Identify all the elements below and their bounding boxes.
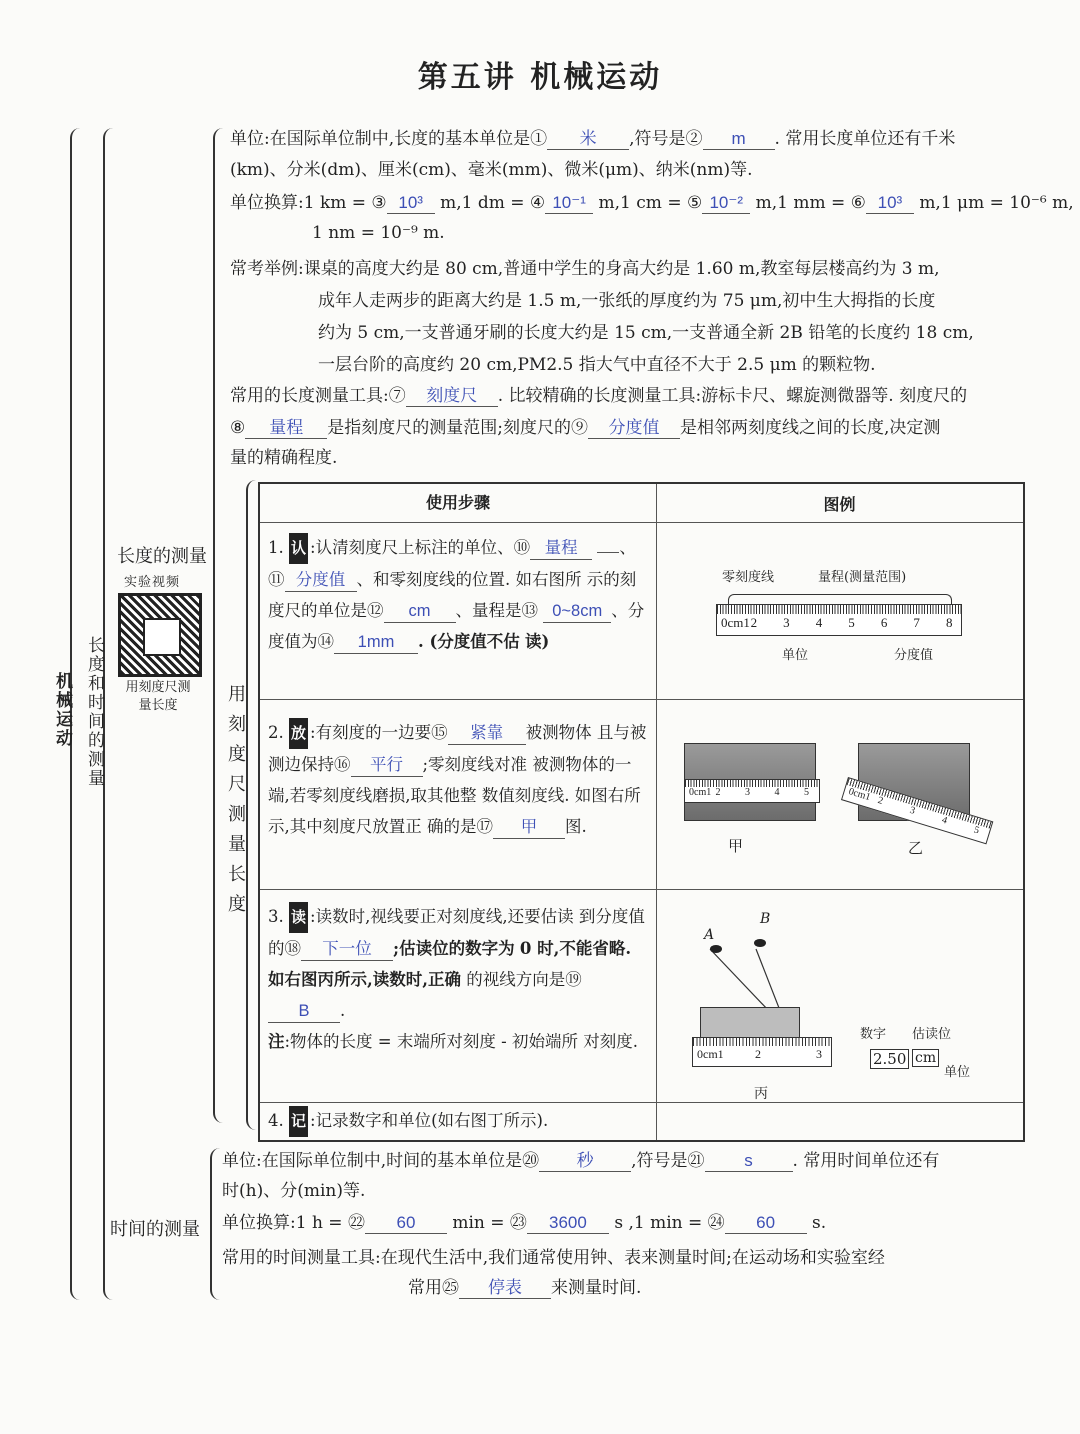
- fig3-label-bing: 丙: [754, 1086, 768, 1102]
- fig3-value: 2.50: [873, 1050, 907, 1068]
- blank-17: 甲: [493, 818, 565, 839]
- blank-1: 米: [547, 129, 629, 150]
- table-row-3: [260, 889, 1023, 1103]
- blank-8: 量程: [245, 418, 327, 439]
- step4-text: 4. 记 :记录数字和单位(如右图丁所示).: [268, 1105, 648, 1137]
- blank-10: 量程: [530, 539, 592, 560]
- blank-23: 3600: [527, 1213, 609, 1234]
- tag-fang: 放: [289, 718, 308, 749]
- blank-9: 分度值: [588, 418, 680, 439]
- fig1-unit-label: 单位: [782, 648, 809, 663]
- tag-ji: 记: [289, 1106, 308, 1137]
- page-title: 第五讲 机械运动: [417, 60, 663, 95]
- ruler-tick-label: 3: [908, 804, 917, 817]
- blank-24: 60: [725, 1213, 807, 1234]
- fig3-object: [700, 1007, 800, 1039]
- examples-line3: 约为 5 cm,一支普通牙刷的长度大约是 15 cm,一支普通全新 2B 铅笔的长度约 18 cm,: [318, 323, 974, 343]
- ruler-tick-label: 3: [745, 787, 750, 798]
- tools-line1: 常用的长度测量工具:⑦ 刻度尺 . 比较精确的长度测量工具:游标卡尺、螺旋测微器等. 刻度尺的: [230, 386, 968, 406]
- blank-3: 10³: [387, 193, 435, 214]
- examples-line4: 一层台阶的高度约 20 cm,PM2.5 指大气中直径不大于 2.5 μm 的颗粒物.: [318, 355, 876, 375]
- blank-14: 1mm: [334, 633, 418, 654]
- ruler-tick-label: 0cm1: [697, 1047, 724, 1061]
- blank-21: s: [705, 1151, 793, 1172]
- blank-6: 10³: [866, 193, 914, 214]
- ruler-tick-label: 7: [913, 615, 920, 630]
- ruler-tick-label: 5: [848, 615, 855, 630]
- ruler-use-label: 用刻度尺测量长度: [225, 684, 246, 924]
- ruler-tick-label: 8: [946, 615, 953, 630]
- blank-19: B: [268, 1002, 340, 1023]
- side-main-label: 机械运动: [52, 672, 72, 748]
- ruler-tick-label: 3: [783, 615, 790, 630]
- blank-5: 10⁻²: [702, 193, 750, 214]
- ruler-tick-label: 2: [755, 1047, 761, 1061]
- step2-text: 2. 放 :有刻度的一边要⑮ 紧靠 被测物体 且与被测边保持⑯ 平行 ;零刻度线对准 被测物体的一端,若零刻度线磨损,取其他整 数值刻度线. 如图右所示,其中刻度尺放置正 确的是⑰ 甲 图.: [268, 717, 648, 842]
- table-row-2: [260, 699, 1023, 890]
- brace-time: [210, 1148, 222, 1300]
- qr-code[interactable]: [118, 593, 202, 677]
- blank-2: m: [703, 129, 775, 150]
- blank-12: cm: [384, 602, 456, 623]
- examples-line2: 成年人走两步的距离大约是 1.5 m,一张纸的厚度约为 75 μm,初中生大拇指的长度: [318, 291, 936, 311]
- fig1-division-label: 分度值: [894, 648, 934, 663]
- brace-length: [213, 128, 227, 1123]
- time-unit-line1: 单位:在国际单位制中,时间的基本单位是⑳ 秒 ,符号是㉑ s . 常用时间单位还有: [222, 1151, 940, 1171]
- step3-text: 3. 读 :读数时,视线要正对刻度线,还要估读 到分度值的⑱ 下一位 ;估读位的数字为 0 时,不能省略. 如右图丙所示,读数时,正确 的视线方向是⑲B . 注:物体的长度 = 末端所对刻度 - 初始端所 对刻度.: [268, 901, 648, 1057]
- fig1-range-label: 量程(测量范围): [818, 570, 907, 585]
- time-conversion-line: 单位换算:1 h = ㉒ 60 min = ㉓ 3600 s ,1 min = ㉔ 60 s.: [222, 1213, 827, 1233]
- fig3-unit-label: 单位: [944, 1065, 971, 1080]
- time-unit-line2: 时(h)、分(min)等.: [222, 1181, 366, 1201]
- eye-b-icon: [754, 939, 766, 947]
- fig2-label-yi: 乙: [908, 839, 924, 857]
- ruler-tick-label: 5: [804, 787, 809, 798]
- time-heading: 时间的测量: [110, 1219, 200, 1240]
- fig3-value-box: [870, 1049, 909, 1069]
- blank-15: 紧靠: [448, 724, 526, 745]
- tag-ren: 认: [289, 533, 308, 564]
- time-tools-line2: 常用㉕ 停表 来测量时间.: [408, 1278, 642, 1298]
- step1-text: 1. 认 :认清刻度尺上标注的单位、⑩ 量程 、⑪ 分度值 、和零刻度线的位置. 如右图所 示的刻度尺的单位是⑫ cm 、量程是⑬ 0~8cm 、分度值为⑭ 1mm . (分度值不估 读): [268, 532, 648, 657]
- ruler-tick-label: 0cm1: [847, 786, 872, 804]
- time-tools-line1: 常用的时间测量工具:在现代生活中,我们通常使用钟、表来测量时间;在运动场和实验室经: [222, 1248, 885, 1268]
- video-caption: 用刻度尺测量长度: [125, 680, 191, 713]
- table-row-4: [260, 1102, 656, 1140]
- header-figure: 图例: [823, 495, 856, 514]
- ruler-tick-label: 2: [876, 795, 885, 808]
- examples-line1: 常考举例:课桌的高度大约是 80 cm,普通中学生的身高大约是 1.60 m,教室每层楼高约为 3 m,: [230, 259, 940, 279]
- length-heading: 长度的测量: [117, 546, 207, 567]
- blank-22: 60: [365, 1213, 447, 1234]
- tools-line3: 量的精确程度.: [230, 448, 338, 468]
- fig1-zero-line-label: 零刻度线: [722, 570, 775, 585]
- ruler-tick-label: 0cm1: [689, 787, 712, 798]
- length-conversion-line2: 1 nm = 10⁻⁹ m.: [312, 223, 445, 243]
- ruler-tick-label: 6: [880, 615, 888, 630]
- fig2-label-jia: 甲: [728, 837, 744, 855]
- fig3-est-label: 估读位: [912, 1027, 952, 1042]
- ruler-tick-label: 5: [972, 824, 981, 837]
- ruler-tick-label: 0cm1: [721, 615, 750, 630]
- side-sub-label: 长度和时间的测量: [84, 636, 104, 788]
- fig3-unit-box: [912, 1049, 939, 1067]
- table-row-1: [260, 522, 1023, 700]
- eye-a-icon: [710, 945, 722, 953]
- blank-4: 10⁻¹: [545, 193, 593, 214]
- ruler-tick-label: 4: [940, 814, 949, 827]
- fig3-digits-label: 数字: [860, 1027, 887, 1042]
- length-unit-line1: 单位:在国际单位制中,长度的基本单位是① 米 ,符号是② m . 常用长度单位还有千米: [230, 129, 956, 149]
- fig2-ruler-jia: [684, 779, 820, 803]
- blank-18: 下一位: [301, 940, 393, 961]
- fig3-ruler: [692, 1037, 832, 1067]
- video-label: 实验视频: [124, 575, 181, 590]
- blank-16: 平行: [351, 756, 423, 777]
- fig3-label-b: B: [760, 911, 771, 927]
- ruler-tick-label: 4: [774, 787, 780, 798]
- ruler-tick-label: 2: [715, 787, 721, 798]
- blank-13: 0~8cm: [543, 602, 611, 623]
- ruler-tick-label: 2: [750, 615, 758, 630]
- ruler-tick-label: 3: [816, 1047, 822, 1061]
- tag-du: 读: [289, 902, 308, 933]
- table-header-row: [260, 484, 1023, 523]
- blank-20: 秒: [539, 1151, 631, 1172]
- fig1-ruler: [716, 604, 962, 636]
- fig3-value-unit: cm: [915, 1050, 937, 1066]
- tools-line2: ⑧ 量程 是指刻度尺的测量范围;刻度尺的⑨ 分度值 是相邻两刻度线之间的长度,决定测: [230, 418, 941, 438]
- length-unit-line2: (km)、分米(dm)、厘米(cm)、毫米(mm)、微米(μm)、纳米(nm)等.: [230, 160, 753, 180]
- length-conversion-line1: 单位换算:1 km = ③ 10³ m,1 dm = ④ 10⁻¹ m,1 cm = ⑤ 10⁻² m,1 mm = ⑥ 10³ m,1 μm = 10⁻⁶ m,: [230, 193, 1074, 213]
- blank-25: 停表: [459, 1278, 551, 1299]
- fig3-label-a: A: [704, 927, 715, 943]
- ruler-tick-label: 4: [815, 615, 823, 630]
- header-steps: 使用步骤: [425, 493, 490, 512]
- steps-table: [258, 482, 1025, 1142]
- blank-11: 分度值: [285, 571, 357, 592]
- blank-7: 刻度尺: [406, 386, 498, 407]
